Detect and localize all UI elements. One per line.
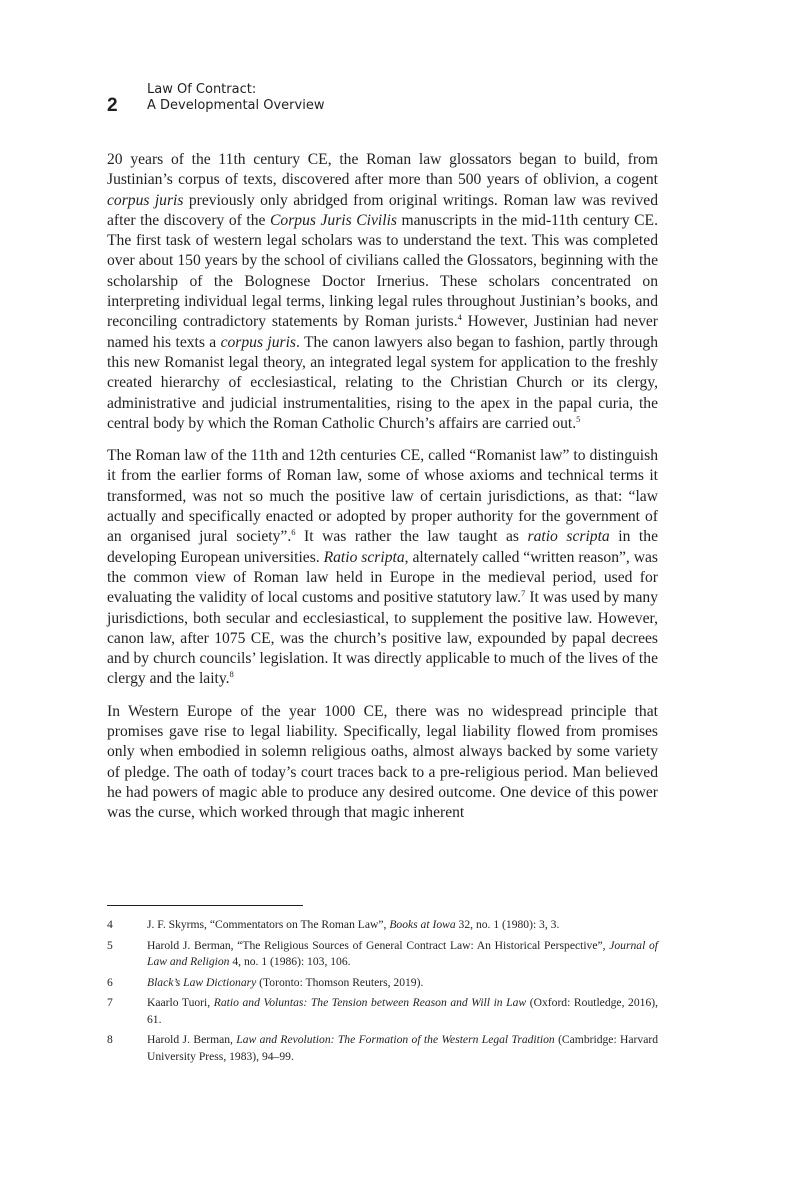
text-run: The Roman law of the 11th and 12th centuries CE, called “Romanist law” to distinguish it from the earlier forms of Roman law, some of whose axioms and technical terms it transformed, was not so much the positive law of certain jurisdictions, as that: “law actually and specifically enacted or adopted by proper authority for the government of an organised jural society”.	[107, 447, 658, 546]
italic-text: Ratio scripta	[323, 548, 405, 566]
footnote-text	[147, 1032, 658, 1065]
text-run: Kaarlo Tuori,	[147, 996, 214, 1009]
footnote-number: 4	[107, 918, 113, 931]
footnote-reference: 5	[576, 413, 581, 424]
footnote-number: 7	[107, 996, 113, 1009]
footnote-number: 6	[107, 975, 113, 989]
text-run: 20 years of the 11th century CE, the Roman law glossators began to build, from Justinian’s corpus of texts, discovered after more than 500 years of oblivion, a cogent	[107, 151, 658, 189]
italic-text: corpus juris	[220, 333, 296, 351]
italic-text: Black’s Law Dictionary	[147, 975, 257, 989]
italic-text: ratio scripta	[527, 528, 610, 546]
running-title	[147, 82, 324, 114]
text-run: manuscripts in the mid-11th century CE. The first task of western legal scholars was to understand the text. This was completed over about 150 years by the school of civilians called the Glossators, beginning with the scholarship of the Bolognese Doctor Irnerius. These scholars concentrated on interpreting individual legal terms, linking legal rules throughout Justinian’s books, and reconciling contradictory statements by Roman jurists.	[107, 211, 658, 331]
text-run: previously only abridged from original writings. Roman law was revived after the discovery of the	[107, 191, 658, 229]
italic-text: Law and Revolution: The Formation of the Western Legal Tradition	[236, 1033, 555, 1046]
text-run: Harold J. Berman, “The Religious Sources of General Contract Law: An Historical Perspective”,	[147, 938, 610, 952]
running-title-line-1: Law Of Contract:	[147, 82, 257, 97]
text-run: J. F. Skyrms, “Commentators on The Roman Law”,	[147, 918, 390, 931]
italic-text: Books at Iowa	[389, 918, 456, 931]
text-run: in the developing European universities.	[107, 528, 658, 566]
page-number: 2	[107, 95, 118, 116]
text-run: Harold J. Berman,	[147, 1033, 237, 1046]
footnote	[107, 975, 658, 992]
text-run: , alternately called “written reason”, was the common view of Roman law held in Europe in the medieval period, used for evaluating the validity of local customs and positive statutory law.	[107, 548, 659, 607]
text-run: (Oxford: Routledge, 2016), 61.	[147, 996, 658, 1026]
footnote-reference: 7	[521, 588, 526, 599]
body-paragraph	[107, 446, 658, 690]
text-run: . The canon lawyers also began to fashion, partly through this new Romanist legal theory, an integrated legal system for application to the freshly created hierarchy of ecclesiastical, relating to the Christian Church or its clergy, administrative and judicial instrumentalities, rising to the apex in the papal curia, the central body by which the Roman Catholic Church’s affairs are carried out.	[107, 333, 658, 432]
text-run: It was rather the law taught as	[295, 528, 528, 546]
italic-text: Ratio and Voluntas: The Tension between Reason and Will in Law	[213, 996, 527, 1009]
footnote-text	[147, 917, 658, 934]
running-title-line-2: A Developmental Overview	[147, 98, 325, 113]
body-paragraph	[107, 150, 658, 434]
footnote-reference: 6	[291, 527, 296, 538]
text-run: In Western Europe of the year 1000 CE, there was no widespread principle that promises gave rise to legal liability. Specifically, legal liability flowed from promises only when embodied in solemn religious oaths, almost always backed by some variety of pledge. The oath of today’s court traces back to a pre-religious period. Man believed he had powers of magic able to produce any desired outcome. One device of this power was the curse, which worked through that magic inherent	[107, 702, 658, 822]
footnote	[107, 917, 658, 934]
text-run: However, Justinian had never named his texts a	[107, 313, 658, 351]
footnote-reference: 4	[457, 312, 462, 323]
footnote	[107, 1032, 658, 1065]
footnote	[107, 938, 658, 971]
footnote-number: 8	[107, 1033, 113, 1046]
footnote-divider	[107, 905, 303, 906]
footnote-number: 5	[107, 938, 113, 952]
footnote-text	[147, 938, 658, 971]
text-run: (Cambridge: Harvard University Press, 1983), 94–99.	[147, 1033, 659, 1063]
footnote-text	[147, 975, 658, 992]
footnote-reference: 8	[229, 669, 234, 680]
body-paragraph	[107, 702, 658, 824]
footnote	[107, 995, 658, 1028]
body-text	[107, 150, 658, 836]
text-run: 4, no. 1 (1986): 103, 106.	[229, 955, 351, 968]
text-run: (Toronto: Thomson Reuters, 2019).	[256, 975, 424, 989]
footnotes	[107, 917, 658, 1069]
text-run: It was used by many jurisdictions, both secular and ecclesiastical, to supplement the positive law. However, canon law, after 1075 CE, was the church’s positive law, expounded by papal decrees and by church councils’ legislation. It was directly applicable to much of the lives of the clergy and the laity.	[107, 589, 659, 688]
text-run: 32, no. 1 (1980): 3, 3.	[455, 918, 560, 931]
italic-text: Corpus Juris Civilis	[270, 211, 397, 229]
italic-text: Journal of Law and Religion	[147, 938, 659, 968]
italic-text: corpus juris	[107, 191, 184, 209]
footnote-text	[147, 995, 658, 1028]
